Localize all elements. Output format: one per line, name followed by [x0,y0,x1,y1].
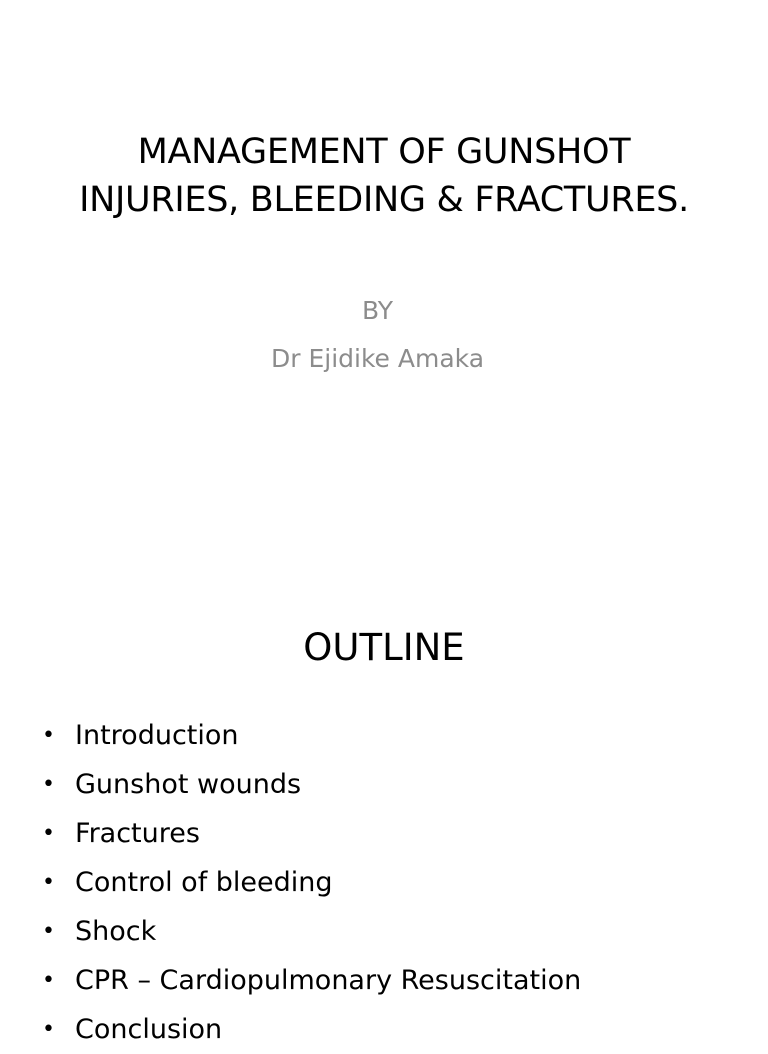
author-block [0,287,755,383]
outline-list [42,711,581,1054]
list-item [42,760,581,809]
list-item [42,858,581,907]
bullet-icon: • [42,772,55,797]
bullet-icon: • [42,821,55,846]
list-item-text: Gunshot wounds [75,769,302,800]
outline-title: OUTLINE [303,626,465,669]
presentation-title [0,128,768,224]
list-item [42,809,581,858]
bullet-icon: • [42,723,55,748]
outline-slide [0,576,768,1045]
list-item-text: Conclusion [75,1014,223,1045]
bullet-icon: • [42,968,55,993]
list-item-text: Fractures [75,818,200,849]
list-item-text: CPR – Cardiopulmonary Resuscitation [75,965,582,996]
title-line: MANAGEMENT OF GUNSHOT [137,132,631,172]
list-item-text: Introduction [75,720,239,751]
list-item [42,956,581,1005]
bullet-icon: • [42,870,55,895]
title-line: INJURIES, BLEEDING & FRACTURES. [79,180,689,220]
list-item-text: Shock [75,916,157,947]
by-label: BY [361,296,394,325]
bullet-icon: • [42,1017,55,1042]
list-item [42,1005,581,1054]
bullet-icon: • [42,919,55,944]
list-item [42,907,581,956]
list-item [42,711,581,760]
author-name: Dr Ejidike Amaka [270,344,485,373]
list-item-text: Control of bleeding [75,867,333,898]
